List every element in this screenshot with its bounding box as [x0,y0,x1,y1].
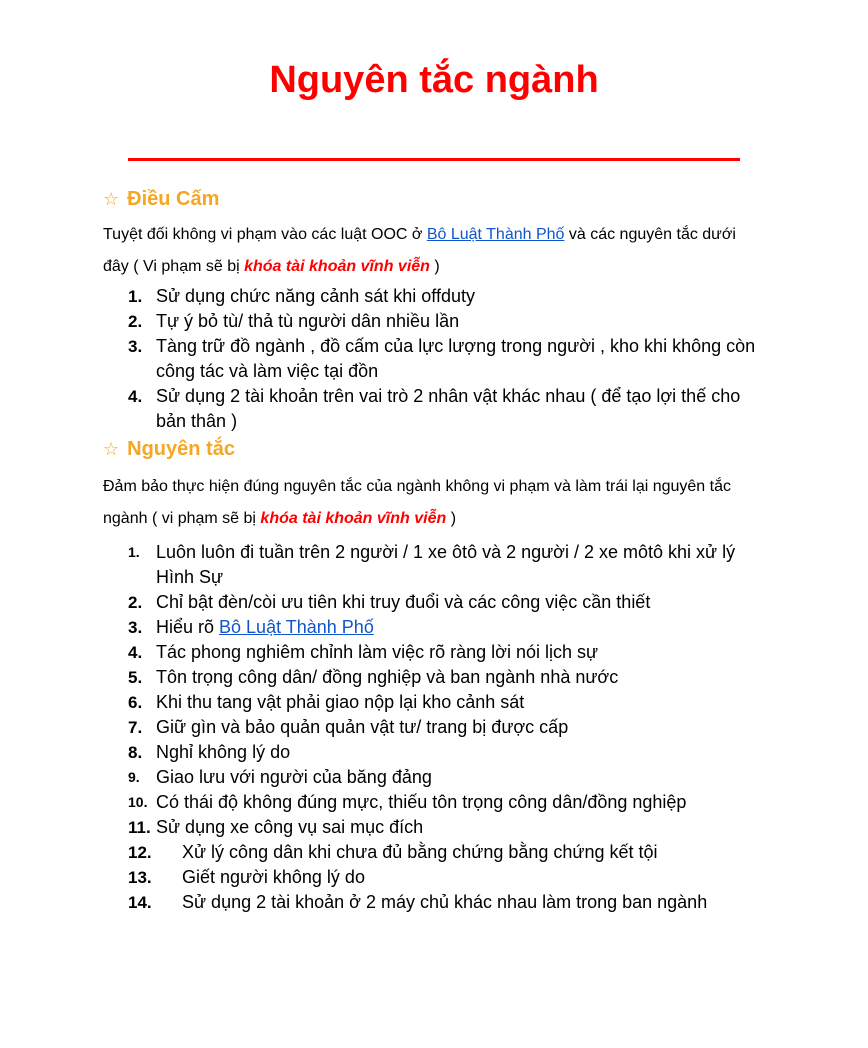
item-number: 7. [128,718,143,737]
item-text: Chỉ bật đèn/còi ưu tiên khi truy đuổi và các công việc cần thiết [156,592,651,612]
item-number: 6. [128,693,143,712]
item-text: Tôn trọng công dân/ đồng nghiệp và ban ngành nhà nước [156,667,619,687]
item-text: Tác phong nghiêm chỉnh làm việc rõ ràng lời nói lịch sự [156,642,599,662]
item-number: 8. [128,743,143,762]
intro-text: ) [429,258,440,275]
list-item [0,309,756,334]
list-item [0,890,782,915]
item-number: 1. [128,544,140,560]
bo-luat-thanh-pho-link[interactable]: Bô Luật Thành Phố [219,617,374,637]
item-number: 5. [128,668,143,687]
item-text: Sử dụng chức năng cảnh sát khi offduty [156,286,475,306]
list-item [0,715,756,740]
item-number: 14. [128,893,152,912]
item-text: Xử lý công dân khi chưa đủ bằng chứng bằng chứng kết tội [182,842,658,862]
item-number: 4. [128,387,143,406]
item-number: 10. [128,794,148,810]
item-text: Luôn luôn đi tuần trên 2 người / 1 xe ôtô và 2 người / 2 xe môtô khi xử lý Hình Sự [156,542,736,587]
item-text: Tàng trữ đồ ngành , đồ cấm của lực lượng trong người , kho khi không còn công tác và làm việc tại đồn [156,336,756,381]
warning-text: khóa tài khoản vĩnh viễn [244,258,430,275]
item-number: 1. [128,287,143,306]
item-text: Khi thu tang vật phải giao nộp lại kho cảnh sát [156,692,525,712]
intro-text: Tuyệt đối không vi phạm vào các luật OOC ở [103,226,427,243]
list-item [0,640,756,665]
item-text: Sử dụng xe công vụ sai mục đích [156,817,424,837]
nguyen-tac-list [0,540,868,915]
item-number: 3. [128,618,143,637]
list-item [0,790,756,815]
section-heading-label: Điều Cấm [127,188,220,210]
section-heading-label: Nguyên tắc [127,438,235,460]
dieu-cam-list [0,284,868,434]
item-text: Có thái độ không đúng mực, thiếu tôn trọng công dân/đồng nghiệp [156,792,687,812]
list-item [0,690,756,715]
star-icon: ☆ [103,189,120,209]
item-text: Hiểu rõ [156,617,220,637]
intro-text: và các nguyên tắc dưới đây ( Vi phạm sẽ bị [103,226,736,275]
section-heading-nguyen-tac [103,435,235,463]
list-item [0,865,782,890]
list-item [0,615,756,640]
list-item [0,740,756,765]
list-item [0,590,756,615]
item-text: Giết người không lý do [182,867,365,887]
list-item [0,665,756,690]
nguyen-tac-intro [103,471,763,535]
item-text: Tự ý bỏ tù/ thả tù người dân nhiều lần [156,311,460,331]
item-text: Giao lưu với người của băng đảng [156,767,432,787]
item-number: 2. [128,312,143,331]
list-item [0,815,756,840]
title-divider [128,158,740,161]
list-item [0,840,782,865]
warning-text: khóa tài khoản vĩnh viễn [260,510,447,527]
item-number: 4. [128,643,143,662]
item-number: 2. [128,593,143,612]
item-text: Giữ gìn và bảo quản quản vật tư/ trang bị được cấp [156,717,569,737]
list-item [0,540,756,590]
list-item [0,765,756,790]
bo-luat-thanh-pho-link[interactable]: Bô Luật Thành Phố [426,226,565,243]
intro-text: Đảm bảo thực hiện đúng nguyên tắc của ngành không vi phạm và làm trái lại nguyên tắc ngành ( vi phạm sẽ bị [103,478,731,527]
item-number: 11. [128,818,151,837]
section-heading-dieu-cam [103,185,219,213]
item-number: 9. [128,769,140,785]
dieu-cam-intro [103,219,763,283]
list-item [0,284,756,309]
item-number: 3. [128,337,143,356]
intro-text: ) [446,510,457,527]
item-text: Sử dụng 2 tài khoản ở 2 máy chủ khác nhau làm trong ban ngành [182,892,708,912]
item-text: Nghỉ không lý do [156,742,291,762]
item-text: Sử dụng 2 tài khoản trên vai trò 2 nhân vật khác nhau ( để tạo lợi thế cho bản thân ) [156,386,741,431]
list-item [0,334,756,384]
list-item [0,384,756,434]
item-number: 12. [128,843,152,862]
item-number: 13. [128,868,152,887]
star-icon: ☆ [103,439,120,459]
page-title: Nguyên tắc ngành [269,59,599,101]
